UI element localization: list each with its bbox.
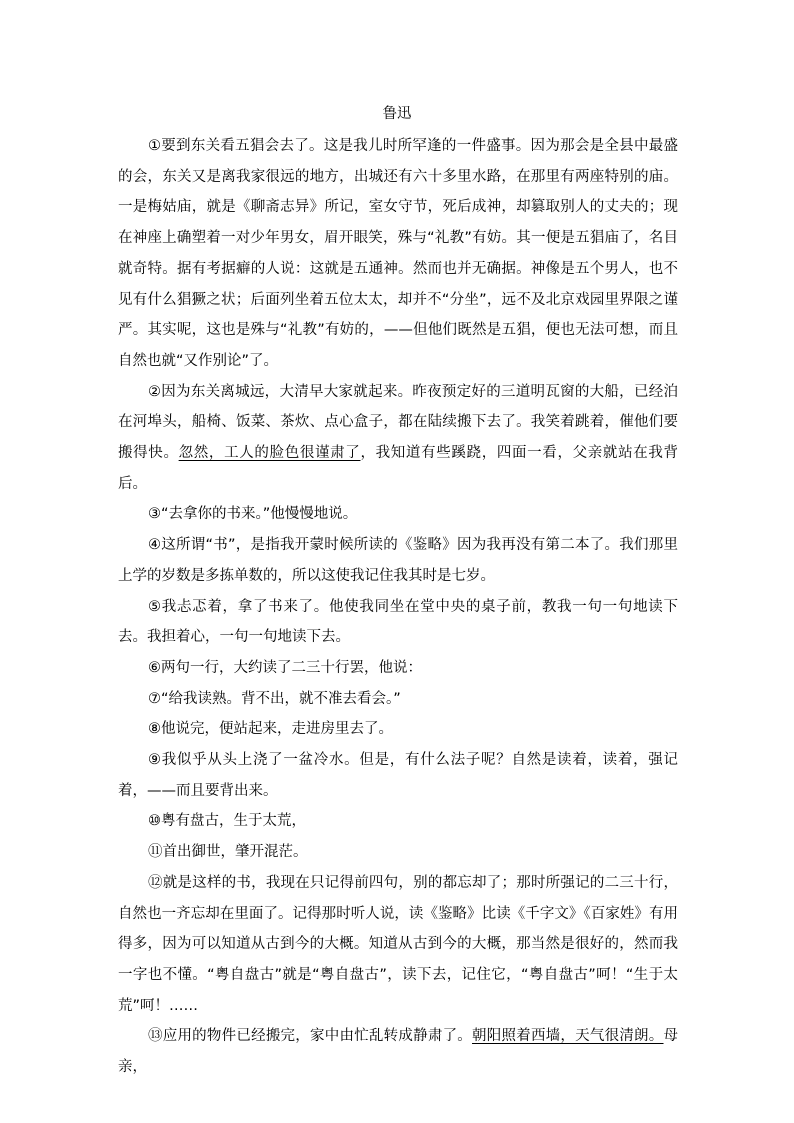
underlined-sentence: 朝阳照着西墙，天气很清朗。: [472, 1028, 664, 1045]
paragraph-6: ⑥两句一行，大约读了二三十行罢，他说：: [148, 659, 422, 676]
paragraph-1: ①要到东关看五猖会去了。这是我儿时所罕逢的一件盛事。因为那会是全县中最盛的会，东关又是离我家很远的地方，出城还有六十多里水路，在那里有两座特别的庙。一是梅姑庙，就是《聊斋志异》所记，室女守节，死后成神，却篡取别人的丈夫的；现在神座上确塑着一对少年男女，眉开眼笑，殊与“礼教”有妨。其一便是五猖庙了，名目就奇特。据有考据癖的人说：这就是五通神。然而也并无确据。神像是五个男人，也不见有什么猖獗之状；后面列坐着五位太太，却并不“分坐”，远不及北京戏园里界限之谨严。其实呢，这也是殊与“礼教”有妨的，——但他们既然是五猖，便也无法可想，而且自然也就“又作别论”了。: [118, 138, 678, 369]
paragraph-2: [118, 377, 678, 500]
paragraph-12: ⑫就是这样的书，我现在只记得前四句，别的都忘却了；那时所强记的二三十行，自然也一齐忘却在里面了。记得那时听人说，读《鉴略》比读《千字文》《百家姓》有用得多，因为可以知道从古到今的大概。知道从古到今的大概，那当然是很好的，然而我一字也不懂。“粤自盘古”就是“粤自盘古”，读下去，记住它，“粤自盘古”呵！“生于太荒”呵！……: [118, 874, 678, 1014]
underlined-sentence: 忽然，工人的脸色很谨肃了: [178, 445, 361, 462]
paragraph-2-text-before: ②因为东关离城远，大清早大家就起来。昨夜预定好的三道明瓦窗的大船，已经泊在河埠头，船椅、饭菜、茶炊、点心盒子，都在陆续搬下去了。我笑着跳着，催他们要搬得快。: [118, 383, 678, 462]
paragraph-13: [118, 1021, 678, 1082]
paragraph-11: ⑪首出御世，肇开混茫。: [148, 844, 308, 861]
paragraph-13-text-after: 母亲，: [118, 1028, 679, 1076]
author-name: 鲁迅: [382, 106, 412, 122]
paragraph-4: ④这所谓“书”，是指我开蒙时候所读的《鉴略》因为我再没有第二本了。我们那里上学的岁数是多拣单数的，所以这使我记住我其时是七岁。: [118, 537, 678, 584]
paragraph-13-text-before: ⑬应用的物件已经搬完，家中由忙乱转成静肃了。: [148, 1028, 473, 1045]
paragraph-9: ⑨我似乎从头上浇了一盆冷水。但是，有什么法子呢？自然是读着，读着，强记着，——而且要背出来。: [118, 752, 678, 799]
article-body: [118, 131, 678, 1083]
paragraph-5: ⑤我忐忑着，拿了书来了。他使我同坐在堂中央的桌子前，教我一句一句地读下去。我担着心，一句一句地读下去。: [118, 598, 678, 646]
paragraph-10: ⑩粤有盘古，生于太荒，: [148, 813, 306, 830]
paragraph-8: ⑧他说完，便站起来，走进房里去了。: [148, 721, 393, 738]
paragraph-7: ⑦“给我读熟。背不出，就不准去看会。”: [148, 690, 401, 707]
paragraph-3: ③“去拿你的书来。”他慢慢地说。: [148, 506, 358, 523]
paragraph-2-text-after: ，我知道有些蹊跷，四面一看，父亲就站在我背后。: [118, 445, 679, 492]
